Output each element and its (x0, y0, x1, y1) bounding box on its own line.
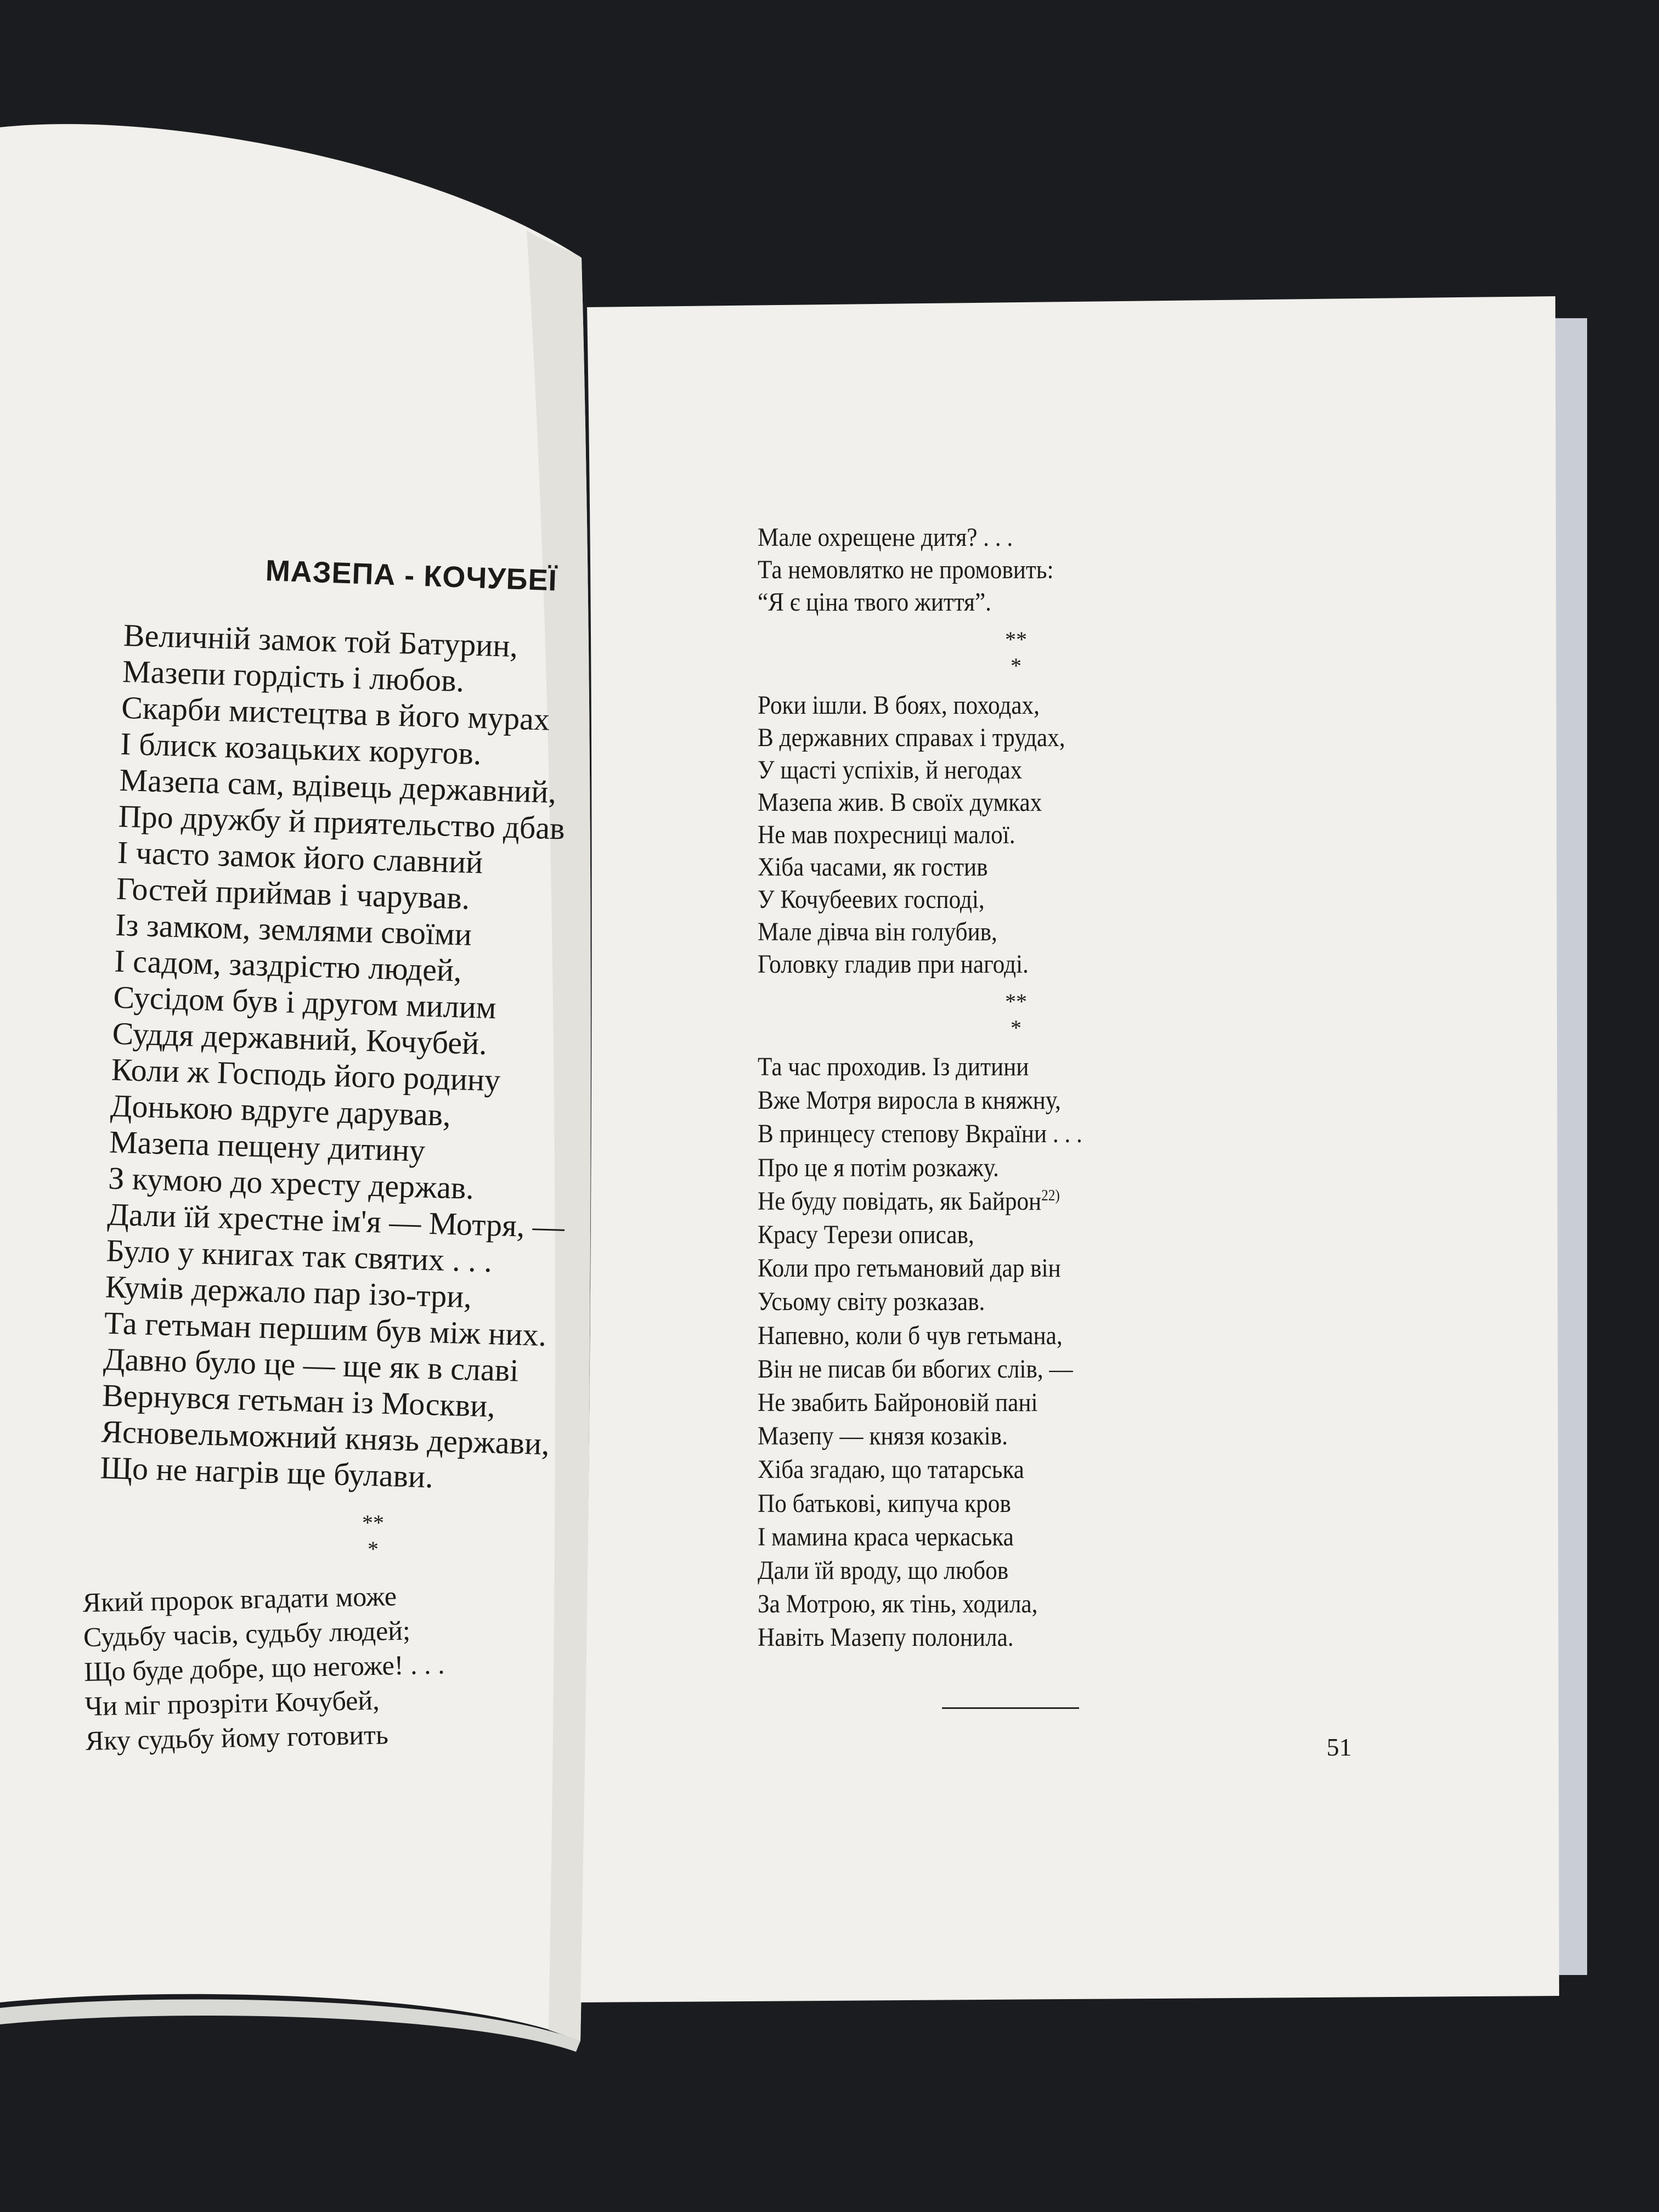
verse-line: Гостей приймав і чарував. (116, 870, 471, 916)
verse-line: Давно було це — ще як в славі (103, 1341, 520, 1389)
asterisk-row: ** (362, 1510, 384, 1535)
verse-line: Дали їй вроду, що любов (758, 1556, 1009, 1585)
verse-line: Чи міг прозріти Кочубей, (84, 1684, 380, 1722)
verse-line: Про це я потім розкажу. (758, 1153, 999, 1182)
verse-line: Мазепа жив. В своїх думках (758, 788, 1042, 817)
end-rule (942, 1707, 1079, 1709)
poem-title: МАЗЕПА - КОЧУБЕЇ (264, 554, 558, 597)
verse-line: Хіба часами, як гостив (758, 853, 988, 882)
verse-line: У Кочубеевих господі, (758, 885, 985, 914)
verse-line: Було у книгах так святих . . . (105, 1232, 493, 1279)
verse-line: Кумів держало пар ізо-три, (105, 1268, 472, 1315)
verse-line: Який пророк вгадати може (82, 1581, 397, 1618)
verse-line: Вже Мотря виросла в княжну, (758, 1086, 1061, 1115)
asterisk-row: * (368, 1537, 379, 1561)
verse-line: Скарби мистецтва в його мурах (121, 689, 550, 737)
verse-line: Красу Терези описав, (758, 1220, 974, 1250)
verse-line (758, 1184, 1082, 1218)
verse-line: Що не нагрів ще булави. (99, 1449, 434, 1495)
verse-line: Яку судьбу йому готовить (85, 1719, 389, 1756)
verse-line: Та немовлятко не промовить: (758, 555, 1054, 584)
verse-line: В державних справах і трудах, (758, 723, 1065, 752)
right-stanza-1 (758, 521, 1053, 618)
verse-line: Мазепи гордість і любов. (122, 653, 465, 699)
verse-line: Головку гладив при нагоді. (758, 950, 1029, 979)
right-stanza-3 (758, 1050, 1082, 1655)
verse-line: У щасті успіхів, й негодах (758, 755, 1023, 785)
asterisk-row: * (1011, 1015, 1022, 1040)
verse-line: Мазепа пещену дитину (109, 1124, 426, 1169)
asterisk-row: ** (1005, 989, 1027, 1014)
verse-line: Навіть Мазепу полонила. (758, 1623, 1014, 1652)
left-stanza-1 (100, 617, 581, 1499)
verse-line: За Мотрою, як тінь, ходила, (758, 1589, 1038, 1619)
verse-line: І блиск козацьких коругов. (120, 725, 482, 772)
verse-line: Судьбу часів, судьбу людей; (83, 1615, 411, 1652)
page-number: 51 (1327, 1733, 1352, 1761)
section-separator (1000, 627, 1032, 679)
verse-line: І мамина краса черкаська (758, 1522, 1014, 1551)
verse-line: Коли ж Господь його родину (111, 1051, 501, 1098)
verse-line: Донькою вдруге дарував, (110, 1087, 452, 1133)
verse-line: Усьому світу розказав. (758, 1287, 985, 1317)
right-stanza-2 (758, 689, 1065, 980)
verse-line: З кумою до хресту держав. (108, 1160, 475, 1206)
verse-line: “Я є ціна твого життя”. (758, 588, 991, 617)
verse-line: По батькові, кипуча кров (758, 1488, 1011, 1518)
footnote-mark: 22) (1041, 1187, 1060, 1204)
verse-line: Що буде добре, що негоже! . . . (83, 1649, 445, 1687)
verse-line: Ясновельможний князь держави, (100, 1413, 550, 1462)
verse-line: Мазепа сам, вдівець державний, (119, 761, 557, 810)
verse-line: Із замком, землями своїми (115, 906, 472, 952)
section-separator (357, 1510, 390, 1562)
verse-line: І садом, заздрістю людей, (114, 943, 462, 989)
verse-line: Мале дівча він голубив, (758, 917, 997, 946)
verse-line: Хіба згадаю, що татарська (758, 1455, 1024, 1485)
verse-line: В принцесу степову Вкраїни . . . (758, 1119, 1082, 1149)
asterisk-row: * (1011, 653, 1022, 678)
verse-line: Сусідом був і другом милим (112, 979, 497, 1026)
verse-text: Не буду повідать, як Байрон (758, 1186, 1042, 1216)
verse-line: Напевно, коли б чув гетьмана, (758, 1321, 1063, 1350)
asterisk-row: ** (1005, 627, 1027, 652)
verse-line: Не мав похресниці малої. (758, 820, 1015, 849)
verse-line: Дали їй хрестне ім'я — Мотря, — (106, 1196, 565, 1245)
verse-line: Та гетьман першим був між них. (104, 1305, 547, 1353)
verse-line: Мале охрещене дитя? . . . (758, 523, 1013, 552)
verse-line: Про дружбу й приятельство дбав (117, 798, 566, 847)
verse-line: Коли про гетьмановий дар він (758, 1254, 1061, 1283)
verse-line: Мазепу — князя козаків. (758, 1421, 1008, 1451)
section-separator (1000, 989, 1032, 1041)
verse-line: Він не писав би вбогих слів, — (758, 1354, 1073, 1384)
verse-line: Суддя державний, Кочубей. (111, 1015, 488, 1062)
verse-line: Роки ішли. В боях, походах, (758, 691, 1040, 720)
left-stanza-2 (82, 1578, 447, 1758)
verse-line: Величній замок той Батурин, (123, 617, 518, 664)
verse-line: Не звабить Байроновій пані (758, 1388, 1038, 1418)
verse-line: І часто замок його славний (117, 834, 484, 881)
verse-line: Вернувся гетьман із Москви, (101, 1377, 496, 1424)
verse-line: Та час проходив. Із дитини (758, 1052, 1029, 1081)
